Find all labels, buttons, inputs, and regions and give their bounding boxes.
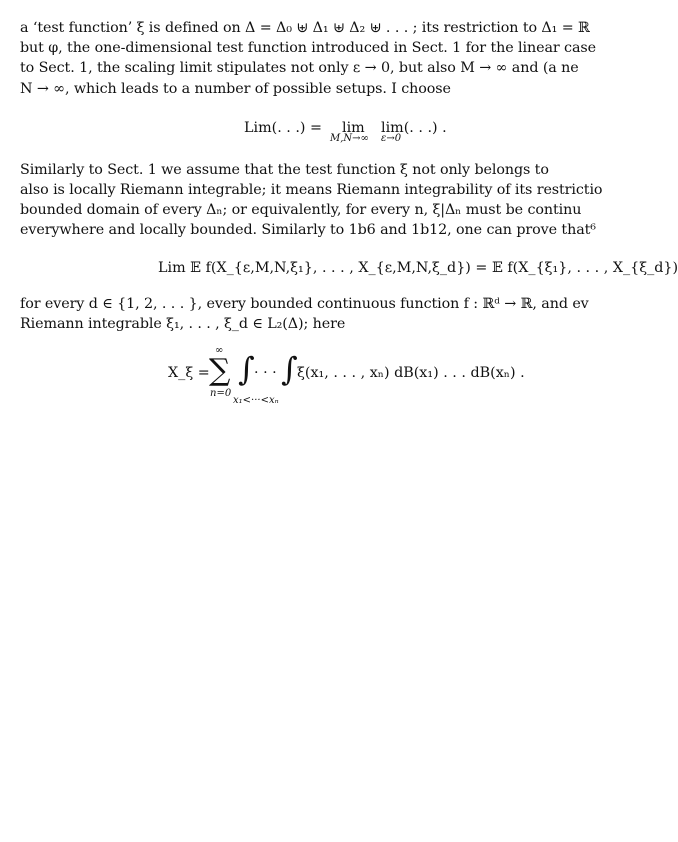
- integral-domain: x₁<···<xₙ: [233, 395, 279, 406]
- paragraph-1-line-4: N → ∞, which leads to a number of possible setups. I choose: [20, 81, 451, 97]
- paragraph-3-line-1: for every d ∈ {1, 2, . . . }, every bounded continuous function f : ℝᵈ → ℝ, and ev: [20, 296, 589, 312]
- sum-upper-limit: ∞: [215, 345, 224, 356]
- paragraph-1-line-3: to Sect. 1, the scaling limit stipulates not only ε → 0, but also M → ∞ and (a ne: [20, 60, 579, 76]
- paragraph-1-line-2: but φ, the one-dimensional test function introduced in Sect. 1 for the linear case: [20, 40, 596, 56]
- summation-symbol: ∑: [209, 353, 231, 388]
- equation-1-lim-outer: lim: [342, 120, 365, 136]
- equation-1-lim-outer-subscript: M,N→∞: [330, 133, 369, 144]
- equation-3-lhs: X_ξ =: [168, 365, 210, 381]
- paragraph-3-line-2: Riemann integrable ξ₁, . . . , ξ_d ∈ L₂(Δ); here: [20, 316, 346, 332]
- integral-dots: · · ·: [254, 365, 277, 381]
- equation-scaling-limit: Lim 𝔼 f(X_{ε,M,N,ξ₁}, . . . , X_{ε,M,N,ξ_d}) = 𝔼 f(X_{ξ₁}, . . . , X_{ξ_d}): [158, 260, 678, 276]
- equation-1-lim-inner-subscript: ε→0: [381, 133, 402, 144]
- sum-lower-limit: n=0: [210, 388, 232, 399]
- integral-symbol-right: ∫: [281, 350, 298, 388]
- paragraph-2-line-2: also is locally Riemann integrable; it means Riemann integrability of its restrictio: [20, 182, 603, 198]
- paragraph-2-line-3: bounded domain of every Δₙ; or equivalently, for every n, ξ|Δₙ must be continu: [20, 202, 582, 218]
- integrand: ξ(x₁, . . . , xₙ) dB(x₁) . . . dB(xₙ) .: [297, 365, 525, 381]
- paragraph-2-line-4: everywhere and locally bounded. Similarly to 1b6 and 1b12, one can prove that⁶: [20, 222, 596, 238]
- paragraph-1-line-1: a ‘test function’ ξ is defined on Δ = Δ₀ ⊎ Δ₁ ⊎ Δ₂ ⊎ . . . ; its restriction to Δ₁ = ℝ: [20, 20, 590, 36]
- equation-1-lhs: Lim(. . .) =: [244, 120, 323, 136]
- paragraph-2-line-1: Similarly to Sect. 1 we assume that the test function ξ not only belongs to: [20, 162, 549, 178]
- integral-symbol-left: ∫: [238, 350, 255, 388]
- equation-1-lim-inner: lim(. . .) .: [381, 120, 447, 136]
